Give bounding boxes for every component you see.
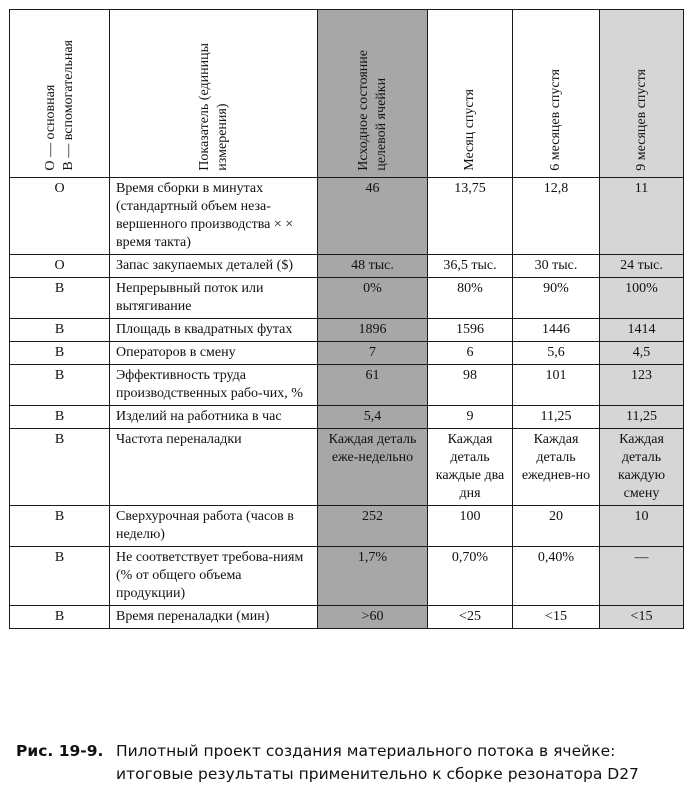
nine-months-cell: 4,5 (600, 342, 684, 365)
nine-months-cell: 24 тыс. (600, 255, 684, 278)
six-months-cell: 1446 (513, 319, 600, 342)
initial-cell: 1,7% (318, 547, 428, 606)
table-row (10, 365, 684, 406)
indicator-cell: Сверхурочная работа (часов в неделю) (110, 506, 318, 547)
month-cell: 36,5 тыс. (428, 255, 513, 278)
month-cell: Каждая деталь каждые два дня (428, 429, 513, 506)
month-cell: 13,75 (428, 178, 513, 255)
table-row (10, 255, 684, 278)
month-cell: <25 (428, 606, 513, 629)
header-initial (318, 10, 428, 178)
six-months-cell: <15 (513, 606, 600, 629)
header-six-months (513, 10, 600, 178)
six-months-cell: 90% (513, 278, 600, 319)
six-months-cell: 5,6 (513, 342, 600, 365)
type-cell: В (10, 547, 110, 606)
header-month-label: Месяц спустя (462, 89, 477, 171)
month-cell: 98 (428, 365, 513, 406)
table-row (10, 429, 684, 506)
table-row (10, 178, 684, 255)
type-cell: В (10, 429, 110, 506)
nine-months-cell: 11 (600, 178, 684, 255)
month-cell: 6 (428, 342, 513, 365)
indicator-cell: Время переналадки (мин) (110, 606, 318, 629)
initial-cell: 252 (318, 506, 428, 547)
table-row (10, 278, 684, 319)
nine-months-cell: 1414 (600, 319, 684, 342)
indicator-cell: Площадь в квадратных футах (110, 319, 318, 342)
initial-cell: 1896 (318, 319, 428, 342)
table-row (10, 342, 684, 365)
type-cell: В (10, 506, 110, 547)
type-cell: В (10, 406, 110, 429)
header-nine-months-label: 9 месяцев спустя (633, 69, 649, 171)
header-month (428, 10, 513, 178)
type-cell: В (10, 606, 110, 629)
month-cell: 1596 (428, 319, 513, 342)
type-cell: О (10, 178, 110, 255)
indicator-cell: Изделий на работника в час (110, 406, 318, 429)
type-cell: В (10, 342, 110, 365)
header-six-months-label: 6 месяцев спустя (548, 69, 563, 171)
type-cell: В (10, 319, 110, 342)
month-cell: 9 (428, 406, 513, 429)
indicator-cell: Время сборки в минутах (стандартный объем неза-вершенного производства × × время такта) (110, 178, 318, 255)
initial-cell: Каждая деталь еже-недельно (318, 429, 428, 506)
indicator-cell: Непрерывный поток или вытягивание (110, 278, 318, 319)
six-months-cell: 101 (513, 365, 600, 406)
six-months-cell: 12,8 (513, 178, 600, 255)
table-row (10, 506, 684, 547)
header-indicator-label: Показатель (единицы измерения) (196, 43, 230, 171)
initial-cell: 46 (318, 178, 428, 255)
month-cell: 80% (428, 278, 513, 319)
table-row (10, 547, 684, 606)
initial-cell: >60 (318, 606, 428, 629)
initial-cell: 48 тыс. (318, 255, 428, 278)
nine-months-cell: 10 (600, 506, 684, 547)
six-months-cell: 11,25 (513, 406, 600, 429)
nine-months-cell: 100% (600, 278, 684, 319)
indicator-cell: Не соответствует требова-ниям (% от общего объема продукции) (110, 547, 318, 606)
nine-months-cell: — (600, 547, 684, 606)
indicator-cell: Эффективность труда производственных рабо-чих, % (110, 365, 318, 406)
month-cell: 0,70% (428, 547, 513, 606)
nine-months-cell: 11,25 (600, 406, 684, 429)
initial-cell: 5,4 (318, 406, 428, 429)
six-months-cell: Каждая деталь ежеднев-но (513, 429, 600, 506)
figure-caption-label: Рис. 19-9. (16, 742, 104, 760)
indicator-cell: Частота переналадки (110, 429, 318, 506)
initial-cell: 7 (318, 342, 428, 365)
nine-months-cell: Каждая деталь каждую смену (600, 429, 684, 506)
nine-months-cell: <15 (600, 606, 684, 629)
initial-cell: 61 (318, 365, 428, 406)
six-months-cell: 0,40% (513, 547, 600, 606)
header-indicator (110, 10, 318, 178)
type-cell: В (10, 365, 110, 406)
initial-cell: 0% (318, 278, 428, 319)
type-cell: В (10, 278, 110, 319)
figure-caption-text: Пилотный проект создания материального потока в ячейке: итоговые результаты применительно к сборке резонатора D27 (116, 742, 639, 783)
results-table (9, 9, 684, 629)
header-type-label: О — основная В — вспомогательная (42, 40, 76, 171)
header-type (10, 10, 110, 178)
type-cell: О (10, 255, 110, 278)
month-cell: 100 (428, 506, 513, 547)
header-row (10, 10, 684, 178)
six-months-cell: 20 (513, 506, 600, 547)
indicator-cell: Запас закупаемых деталей ($) (110, 255, 318, 278)
indicator-cell: Операторов в смену (110, 342, 318, 365)
nine-months-cell: 123 (600, 365, 684, 406)
table-row (10, 406, 684, 429)
six-months-cell: 30 тыс. (513, 255, 600, 278)
table-row (10, 319, 684, 342)
figure-caption (16, 740, 686, 786)
header-nine-months (600, 10, 684, 178)
header-initial-label: Исходное состояние целевой ячейки (355, 50, 389, 171)
table-row (10, 606, 684, 629)
